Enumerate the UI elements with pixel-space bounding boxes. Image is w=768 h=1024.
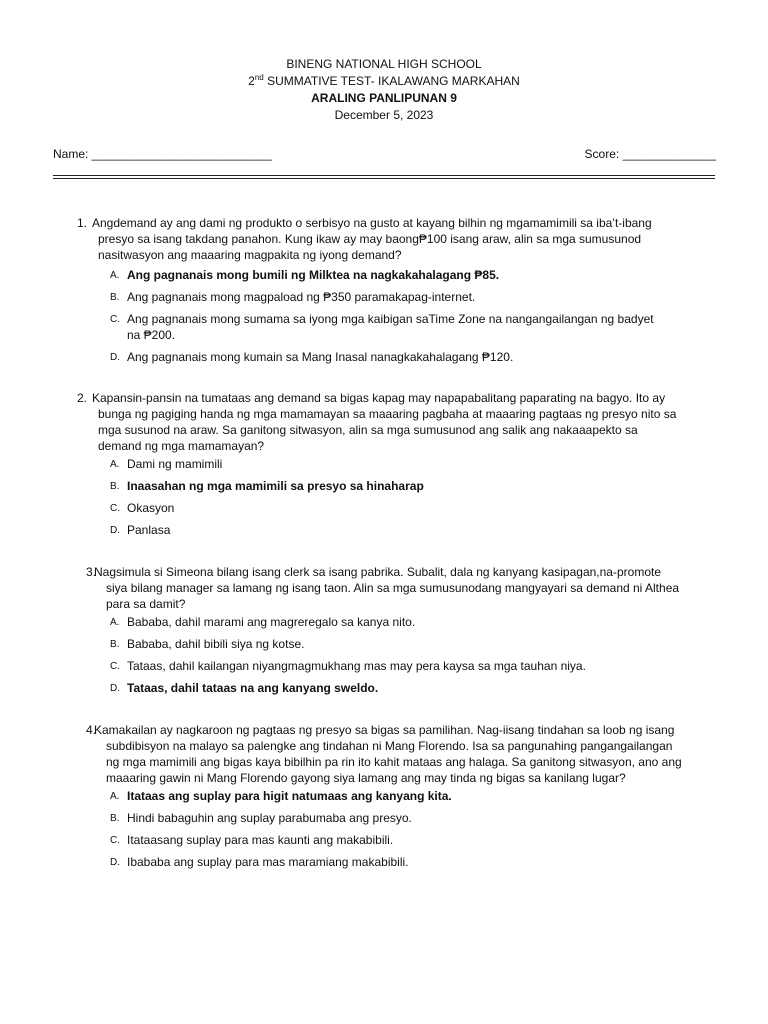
question-3-options	[0, 614, 768, 696]
option-c[interactable]: C. Tataas, dahil kailangan niyangmagmukhang mas may pera kaysa sa mga tauhan niya.	[110, 659, 586, 673]
option-a[interactable]: A. Dami ng mamimili	[110, 457, 223, 471]
question-number: 4.	[86, 723, 97, 737]
test-title: 2nd SUMMATIVE TEST- IKALAWANG MARKAHAN	[248, 73, 520, 88]
question-2-text: 2. Kapansin-pansin na tumataas ang demand sa bigas kapag may napapabalitang paparating na bagyo. Ito ay bunga ng pagiging handa ng mga mamamayan sa maaaring pagbaha at maaaring pagtaas ng presyo nito sa mga susunod na araw. Sa ganitong sitwasyon, alin sa mga sumusunod ang salik ang nakaaapekto sa demand ng mga mamamayan?	[77, 391, 677, 453]
option-a[interactable]: A. Bababa, dahil marami ang magreregalo sa kanya nito.	[110, 615, 416, 629]
option-d[interactable]: D. Ang pagnanais mong kumain sa Mang Inasal nanagkakahalagang ₱120.	[110, 350, 514, 364]
subject-title: ARALING PANLIPUNAN 9	[311, 91, 457, 105]
question-number: 2.	[77, 391, 88, 405]
option-b[interactable]: B. Inaasahan ng mga mamimili sa presyo sa hinaharap	[110, 479, 424, 493]
question-3-text: 3. Nagsimula si Simeona bilang isang clerk sa isang pabrika. Subalit, dala ng kanyang kasipagan,na-promote siya bilang manager sa lamang ng isang taon. Alin sa mga sumusunodang mangyayari sa demand ni Althea para sa damit?	[86, 565, 680, 611]
question-2-options	[0, 456, 768, 538]
option-b[interactable]: B. Bababa, dahil bibili siya ng kotse.	[110, 637, 305, 651]
option-a[interactable]: A. Ang pagnanais mong bumili ng Milktea na nagkakahalagang ₱85.	[110, 268, 500, 282]
document-header	[0, 56, 768, 124]
question-1-text: 1. Angdemand ay ang dami ng produkto o serbisyo na gusto at kayang bilhin ng mgamamimili sa iba’t-ibang presyo sa isang takdang panahon. Kung ikaw ay may baong₱100 isang araw, alin sa mga sumusunod nasitwasyon ang maaaring magpakita ng iyong demand?	[77, 216, 652, 262]
ordinal-suffix: nd	[254, 73, 264, 82]
option-c[interactable]: C. Ang pagnanais mong sumama sa iyong mga kaibigan saTime Zone na nangangailangan ng badyet na ₱200.	[110, 312, 654, 342]
option-d[interactable]: D. Ibababa ang suplay para mas maramiang makabibili.	[110, 855, 409, 869]
question-number: 1.	[77, 216, 88, 230]
option-c[interactable]: C. Itataasang suplay para mas kaunti ang makabibili.	[110, 833, 394, 847]
name-field[interactable]: Name: ___________________________	[53, 147, 272, 161]
question-4-text: 4. Kamakailan ay nagkaroon ng pagtaas ng presyo sa bigas sa pamilihan. Nag-iisang tindahan sa loob ng isang subdibisyon na malayo sa palengke ang tindahan ni Mang Florendo. Isa sa pangunahing pangangailangan ng mga mamimili ang bigas kaya bibilhin pa rin ito kahit mataas ang halaga. Sa ganitong sitwasyon, ano ang maaaring gawin ni Mang Florendo gayong siya lamang ang may tinda ng bigas sa kanilang lugar?	[86, 723, 682, 785]
questions-list	[0, 215, 768, 876]
question-4-options	[0, 788, 768, 870]
question-4	[0, 722, 768, 870]
header-divider-top	[53, 175, 715, 176]
option-b[interactable]: B. Hindi babaguhin ang suplay parabumaba ang presyo.	[110, 811, 412, 825]
question-number: 3.	[86, 565, 97, 579]
option-d[interactable]: D. Panlasa	[110, 523, 171, 537]
option-c[interactable]: C. Okasyon	[110, 501, 175, 515]
option-d[interactable]: D. Tataas, dahil tataas na ang kanyang sweldo.	[110, 681, 379, 695]
header-divider-bottom	[53, 178, 715, 179]
question-3	[0, 564, 768, 696]
test-date: December 5, 2023	[334, 108, 434, 122]
option-b[interactable]: B. Ang pagnanais mong magpaload ng ₱350 paramakapag-internet.	[110, 290, 476, 304]
question-2	[0, 390, 768, 538]
school-name: BINENG NATIONAL HIGH SCHOOL	[286, 57, 482, 71]
question-1	[0, 215, 768, 365]
question-1-options	[0, 267, 768, 365]
score-field[interactable]: Score: ______________	[584, 147, 716, 161]
option-a[interactable]: A. Itataas ang suplay para higit natumaas ang kanyang kita.	[110, 789, 452, 803]
